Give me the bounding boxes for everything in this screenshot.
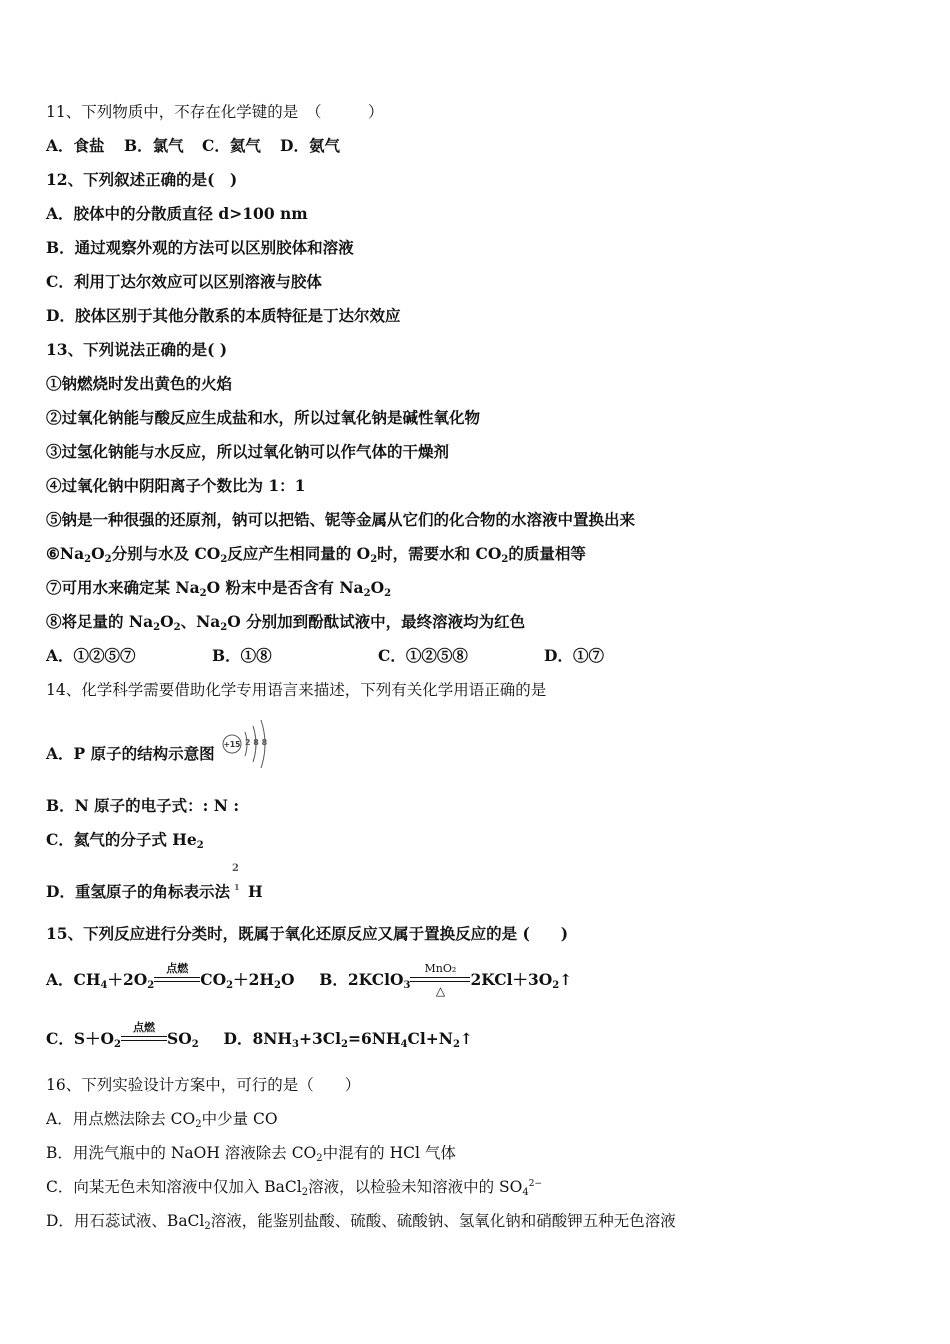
q14-option-b: B．N 原子的电子式：: N : [46,796,240,815]
q16-option-b: B．用洗气瓶中的 NaOH 溶液除去 $CO_2$中混有的 HCl 气体 [46,1144,456,1164]
atom-structure-diagram [222,714,274,774]
q15-option-b: B．2KClO$_3$ MnO₂ △ $2KCl+3O_2↑$ [319,962,573,998]
q11-option-d: D．氨气 [280,136,340,155]
q11-options [46,136,340,156]
ignite-equals-sign: 点燃 [154,971,200,987]
q13-option-d: D．①⑦ [544,646,604,665]
q12-option-d: D．胶体区别于其他分散系的本质特征是丁达尔效应 [46,306,401,325]
q13-statement-3: ③过氢化钠能与水反应，所以过氧化钠可以作气体的干燥剂 [46,442,450,461]
q13-stem: 13、下列说法正确的是( ) [46,340,228,359]
q12-option-a: A．胶体中的分散质直径 d>100 nm [46,204,308,223]
q13-statement-7: ⑦可用水来确定某 $Na_2O$ 粉末中是否含有 $Na_2O_2$ [46,578,392,599]
q11-stem: 11、下列物质中，不存在化学键的是 （ ） [46,103,384,121]
q15-stem: 15、下列反应进行分类时，既属于氧化还原反应又属于置换反应的是 ( ) [46,924,569,943]
nuclide-notation: 2 1 [231,863,240,892]
q13-option-c: C．①②⑤⑧ [378,646,468,665]
q13-statement-1: ①钠燃烧时发出黄色的火焰 [46,374,233,393]
q11-option-c: C．氦气 [202,136,261,155]
ignite-equals-sign: 点燃 [121,1030,167,1046]
q12-option-b: B．通过观察外观的方法可以区别胶体和溶液 [46,238,354,257]
q13-option-a: A．①②⑤⑦ [46,646,136,665]
q12-option-c: C．利用丁达尔效应可以区别溶液与胶体 [46,272,322,291]
q15-row-ab [46,962,573,998]
q14-option-a: A．P 原子的结构示意图 +15 2 8 8 [46,736,274,774]
q14-stem: 14、化学科学需要借助化学专用语言来描述，下列有关化学用语正确的是 [46,681,547,699]
q15-option-a: A．$CH_4+2O_2$ 点燃 $CO_2+2H_2O$ [46,962,295,991]
q13-statement-4: ④过氧化钠中阴阳离子个数比为 1：1 [46,476,306,495]
q16-stem: 16、下列实验设计方案中，可行的是（ ） [46,1076,361,1094]
q13-options [46,646,604,666]
q11-option-a: A．食盐 [46,136,105,155]
q16-option-d: D．用石蕊试液、BaCl$_2$溶液，能鉴别盐酸、硫酸、硫酸钠、氢氧化钠和硝酸钾五种无色溶液 [46,1212,676,1232]
q13-statement-2: ②过氧化钠能与酸反应生成盐和水，所以过氧化钠是碱性氧化物 [46,408,481,427]
q13-statement-6: $⑥Na_2O_2$分别与水及 $CO_2$反应产生相同量的 $O_2$时，需要水和 $CO_2$的质量相等 [46,544,586,565]
svg-text:2 8 8: 2 8 8 [244,738,268,747]
catalyst-heat-equals-sign: MnO₂ △ [410,971,470,987]
q12-stem: 12、下列叙述正确的是( ) [46,170,238,189]
q16-option-a: A．用点燃法除去 $CO_2$中少量 CO [46,1110,278,1130]
q13-option-b: B．①⑧ [212,646,272,665]
q15-row-cd [46,1021,473,1050]
q14-option-d: D．重氢原子的角标表示法 2 1 H [46,863,263,901]
q14-option-c: C．氦气的分子式 $He_2$ [46,830,204,851]
q15-option-d: D．$8NH_3+3Cl_2=6NH_4Cl+N_2↑$ [223,1029,473,1050]
svg-text:+15: +15 [223,740,241,749]
q16-option-c: C．向某无色未知溶液中仅加入 BaCl$_2$溶液，以检验未知溶液中的 $SO_4^{2-}$ [46,1178,543,1198]
q11-option-b: B．氯气 [124,136,184,155]
q13-statement-5: ⑤钠是一种很强的还原剂，钠可以把锆、铌等金属从它们的化合物的水溶液中置换出来 [46,510,636,529]
q13-statement-8: ⑧将足量的 $Na_2O_2$、$Na_2O$ 分别加到酚酞试液中，最终溶液均为红色 [46,612,526,633]
q15-option-c: C．$S+O_2$ 点燃 $SO_2$ [46,1021,199,1050]
